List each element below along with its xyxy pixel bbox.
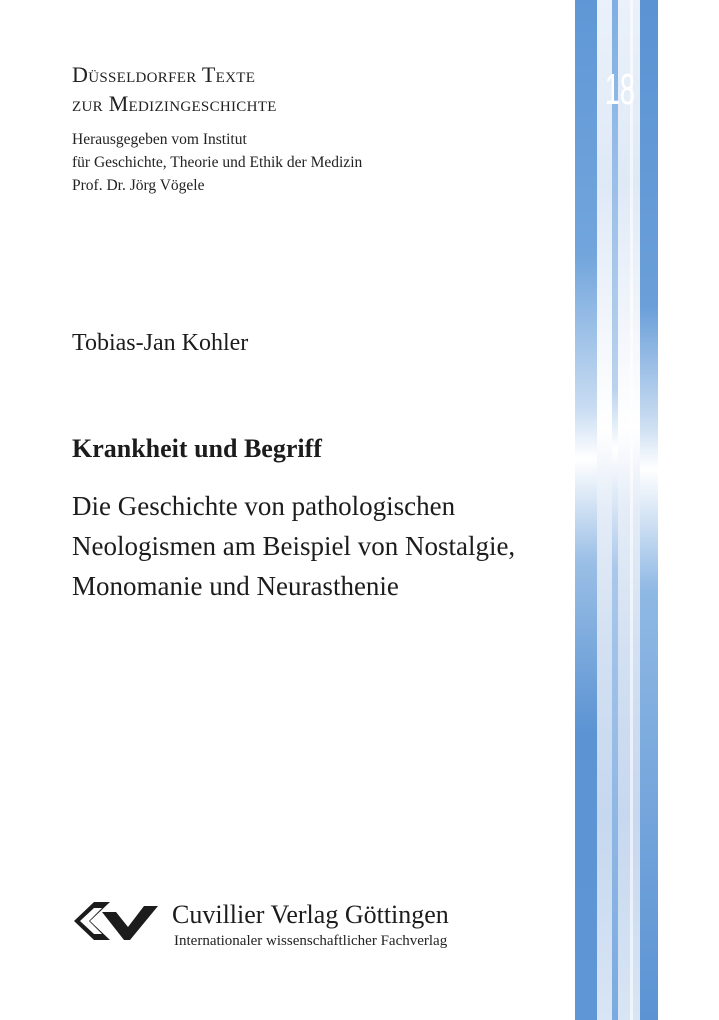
series-title xyxy=(72,60,277,118)
publisher-name: Cuvillier Verlag Göttingen xyxy=(172,900,449,929)
cuvillier-logo-icon xyxy=(72,900,158,942)
side-stripe xyxy=(575,0,597,1020)
editor-info xyxy=(72,128,362,197)
subtitle-line: Monomanie und Neurasthenie xyxy=(72,571,399,601)
volume-number: 18 xyxy=(604,65,636,114)
book-subtitle xyxy=(72,486,515,606)
subtitle-line: Neologismen am Beispiel von Nostalgie, xyxy=(72,531,516,561)
author-name: Tobias-Jan Kohler xyxy=(72,330,249,356)
series-title-line: zur Medizingeschichte xyxy=(72,91,277,116)
side-stripe xyxy=(612,0,618,1020)
side-stripe xyxy=(640,0,658,1020)
side-stripe xyxy=(630,0,633,1020)
editor-line: für Geschichte, Theorie und Ethik der Medizin xyxy=(72,154,363,171)
series-title-line: Düsseldorfer Texte xyxy=(72,62,256,87)
book-title: Krankheit und Begriff xyxy=(72,434,322,463)
subtitle-line: Die Geschichte von pathologischen xyxy=(72,491,456,521)
editor-line: Herausgegeben vom Institut xyxy=(72,131,247,148)
publisher-tagline: Internationaler wissenschaftlicher Fachverlag xyxy=(174,933,448,949)
editor-name: Prof. Dr. Jörg Vögele xyxy=(72,177,205,194)
